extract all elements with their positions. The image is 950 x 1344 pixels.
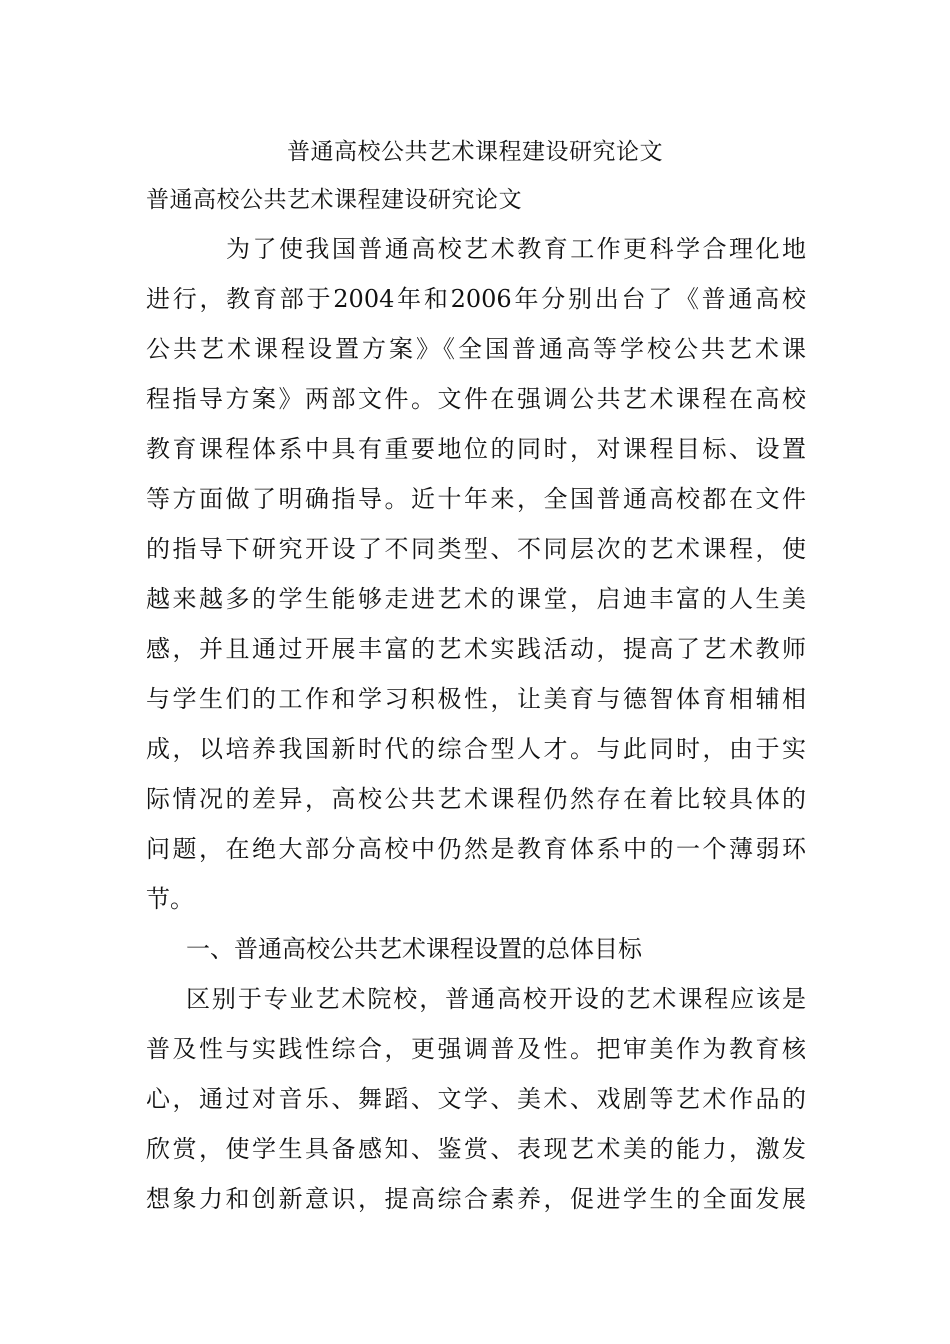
paragraph-1-line: 际情况的差异，高校公共艺术课程仍然存在着比较具体的: [146, 785, 806, 813]
paragraph-1-line: 感，并且通过开展丰富的艺术实践活动，提高了艺术教师: [146, 635, 806, 663]
document-title: 普通高校公共艺术课程建设研究论文: [287, 139, 663, 165]
paragraph-1-line: 的指导下研究开设了不同类型、不同层次的艺术课程，使: [146, 535, 806, 563]
paragraph-1-line: 程指导方案》两部文件。文件在强调公共艺术课程在高校: [146, 385, 806, 413]
paragraph-2-line: 欣赏，使学生具备感知、鉴赏、表现艺术美的能力，激发: [146, 1135, 806, 1163]
paragraph-2-line: 想象力和创新意识，提高综合素养，促进学生的全面发展: [146, 1185, 806, 1213]
paragraph-1-line: 问题，在绝大部分高校中仍然是教育体系中的一个薄弱环: [146, 835, 806, 863]
paragraph-2-line: 普及性与实践性综合，更强调普及性。把审美作为教育核: [146, 1035, 806, 1063]
paragraph-1-line: 公共艺术课程设置方案》《全国普通高等学校公共艺术课: [146, 335, 806, 363]
paragraph-1-line: 越来越多的学生能够走进艺术的课堂，启迪丰富的人生美: [146, 585, 806, 613]
paragraph-2-line: 区别于专业艺术院校，普通高校开设的艺术课程应该是: [186, 985, 806, 1013]
paragraph-1-line: 成，以培养我国新时代的综合型人才。与此同时，由于实: [146, 735, 806, 763]
section-heading: 一、普通高校公共艺术课程设置的总体目标: [186, 935, 642, 963]
paragraph-1-line: 与学生们的工作和学习积极性，让美育与德智体育相辅相: [146, 685, 806, 713]
paragraph-1-line: 进行，教育部于2004年和2006年分别出台了《普通高校: [146, 285, 806, 313]
document-subtitle: 普通高校公共艺术课程建设研究论文: [146, 187, 522, 213]
paragraph-1-line: 节。: [146, 885, 194, 913]
paragraph-1-line: 为了使我国普通高校艺术教育工作更科学合理化地: [226, 235, 806, 263]
paragraph-2-line: 心，通过对音乐、舞蹈、文学、美术、戏剧等艺术作品的: [146, 1085, 806, 1113]
paragraph-1-line: 教育课程体系中具有重要地位的同时，对课程目标、设置: [146, 435, 806, 463]
paragraph-1-line: 等方面做了明确指导。近十年来，全国普通高校都在文件: [146, 485, 806, 513]
